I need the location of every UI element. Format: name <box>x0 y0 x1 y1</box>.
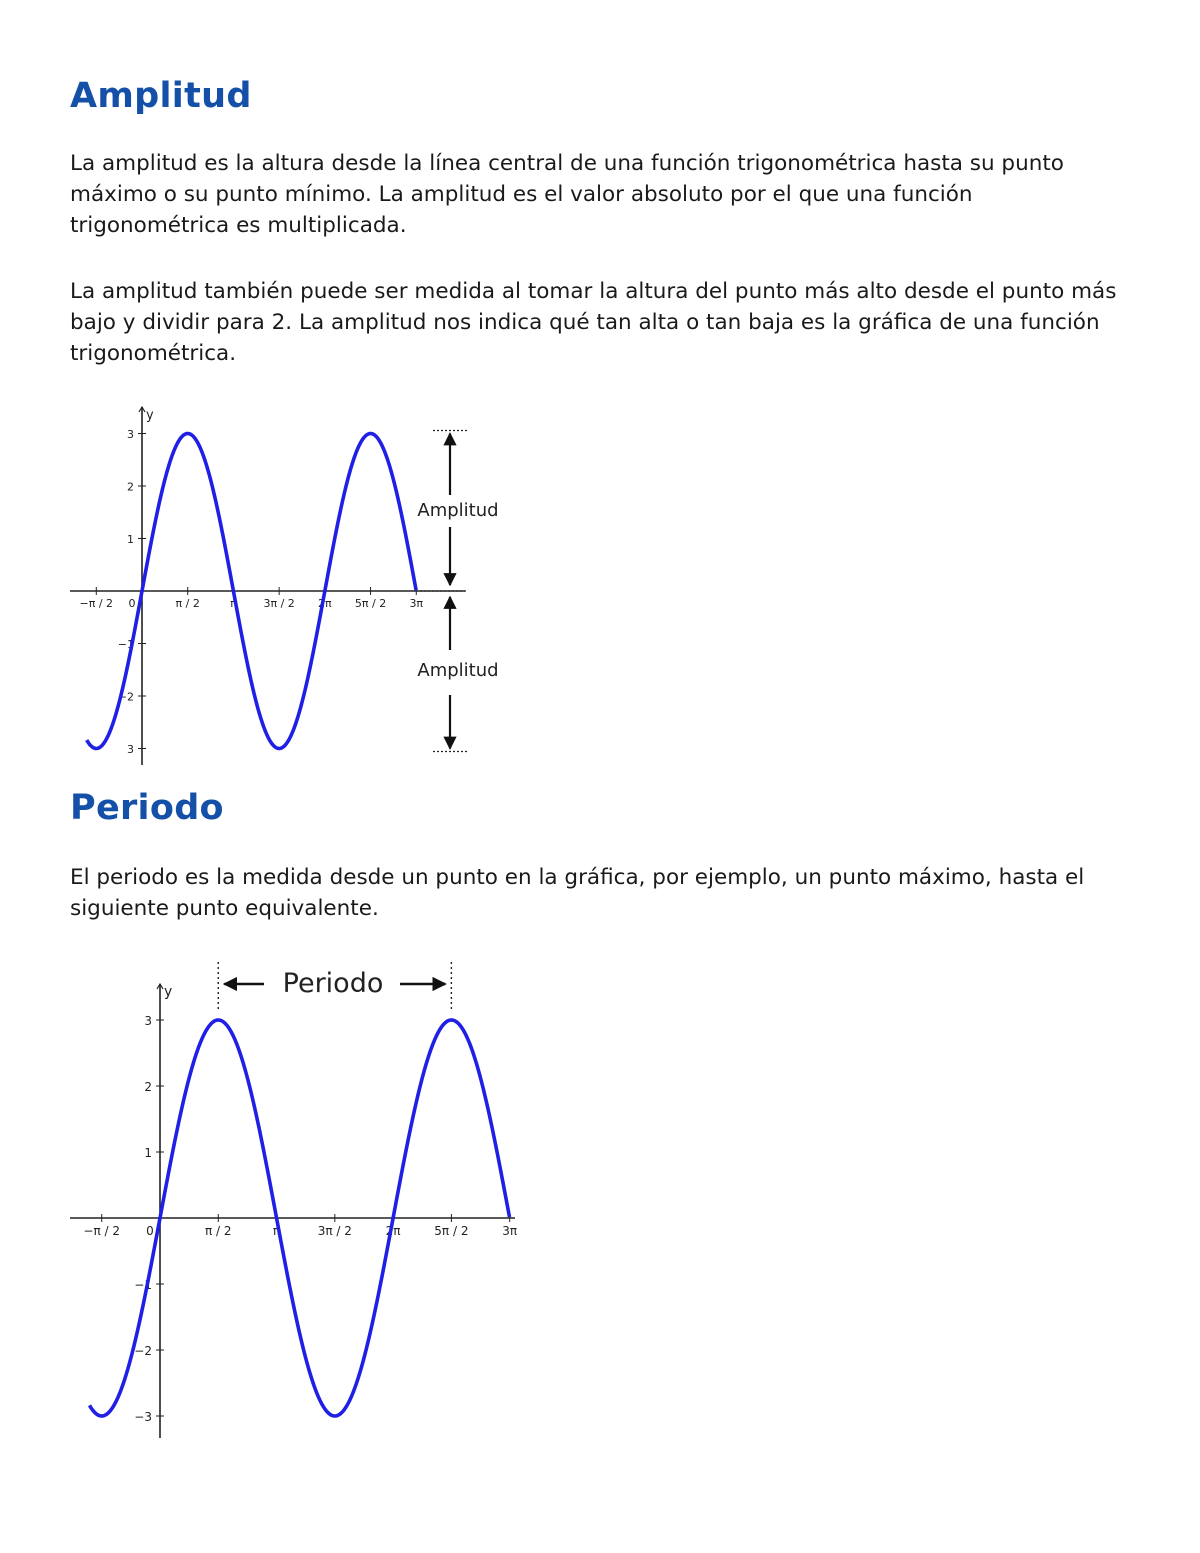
period-label: Periodo <box>282 968 384 999</box>
periodo-paragraph-1: El periodo es la medida desde un punto en la gráfica, por ejemplo, un punto máximo, hasta el siguiente punto equivalente. <box>70 865 1085 921</box>
periodo-heading: Periodo <box>70 788 224 828</box>
y-tick-label: 3 <box>127 743 134 756</box>
amplitude-label-bottom: Amplitud <box>417 660 499 681</box>
x-tick-label: 0 <box>146 1224 154 1238</box>
y-tick-label: 1 <box>144 1146 152 1160</box>
y-axis-label: y <box>164 984 173 1000</box>
amplitude-chart <box>65 395 505 775</box>
amplitud-heading: Amplitud <box>70 76 252 116</box>
y-tick-label: −3 <box>134 1410 152 1424</box>
y-tick-label: −2 <box>117 690 134 704</box>
x-tick-label: 2π <box>385 1224 401 1238</box>
x-tick-label: π <box>272 1224 281 1238</box>
amplitude-label-top: Amplitud <box>417 500 499 521</box>
x-tick-label: −π / 2 <box>83 1224 121 1238</box>
y-tick-label: 2 <box>127 480 134 494</box>
x-tick-label: 3π <box>409 597 424 610</box>
x-tick-label: π / 2 <box>205 1224 232 1238</box>
x-tick-label: 5π / 2 <box>354 597 387 610</box>
y-tick-label: 3 <box>127 428 134 441</box>
x-tick-label: 2π <box>318 597 332 610</box>
x-tick-label: 0 <box>128 597 136 610</box>
y-tick-label: 3 <box>144 1014 152 1028</box>
y-axis-label: y <box>146 408 154 423</box>
y-tick-label: −2 <box>134 1344 152 1358</box>
x-tick-label: 3π / 2 <box>263 597 295 610</box>
x-tick-label: −π / 2 <box>79 597 114 610</box>
x-tick-label: π / 2 <box>175 597 200 610</box>
y-tick-label: 2 <box>144 1080 152 1094</box>
y-tick-label: 1 <box>127 533 134 546</box>
x-tick-label: 3π <box>502 1224 518 1238</box>
x-tick-label: 5π / 2 <box>434 1224 469 1238</box>
y-tick-label: −1 <box>134 1278 152 1292</box>
x-tick-label: 3π / 2 <box>317 1224 352 1238</box>
x-tick-label: π <box>230 597 237 610</box>
period-chart <box>65 950 525 1440</box>
amplitud-paragraph-1: La amplitud es la altura desde la línea central de una función trigonométrica hasta su punto máximo o su punto mínimo. La amplitud es el valor absoluto por el que una función trigonométrica es multiplicada. <box>70 151 1064 238</box>
amplitud-paragraph-2: La amplitud también puede ser medida al tomar la altura del punto más alto desde el punto más bajo y dividir para 2. La amplitud nos indica qué tan alta o tan baja es la gráfica de una función trigonométrica. <box>70 279 1117 366</box>
y-tick-label: −1 <box>117 638 134 651</box>
